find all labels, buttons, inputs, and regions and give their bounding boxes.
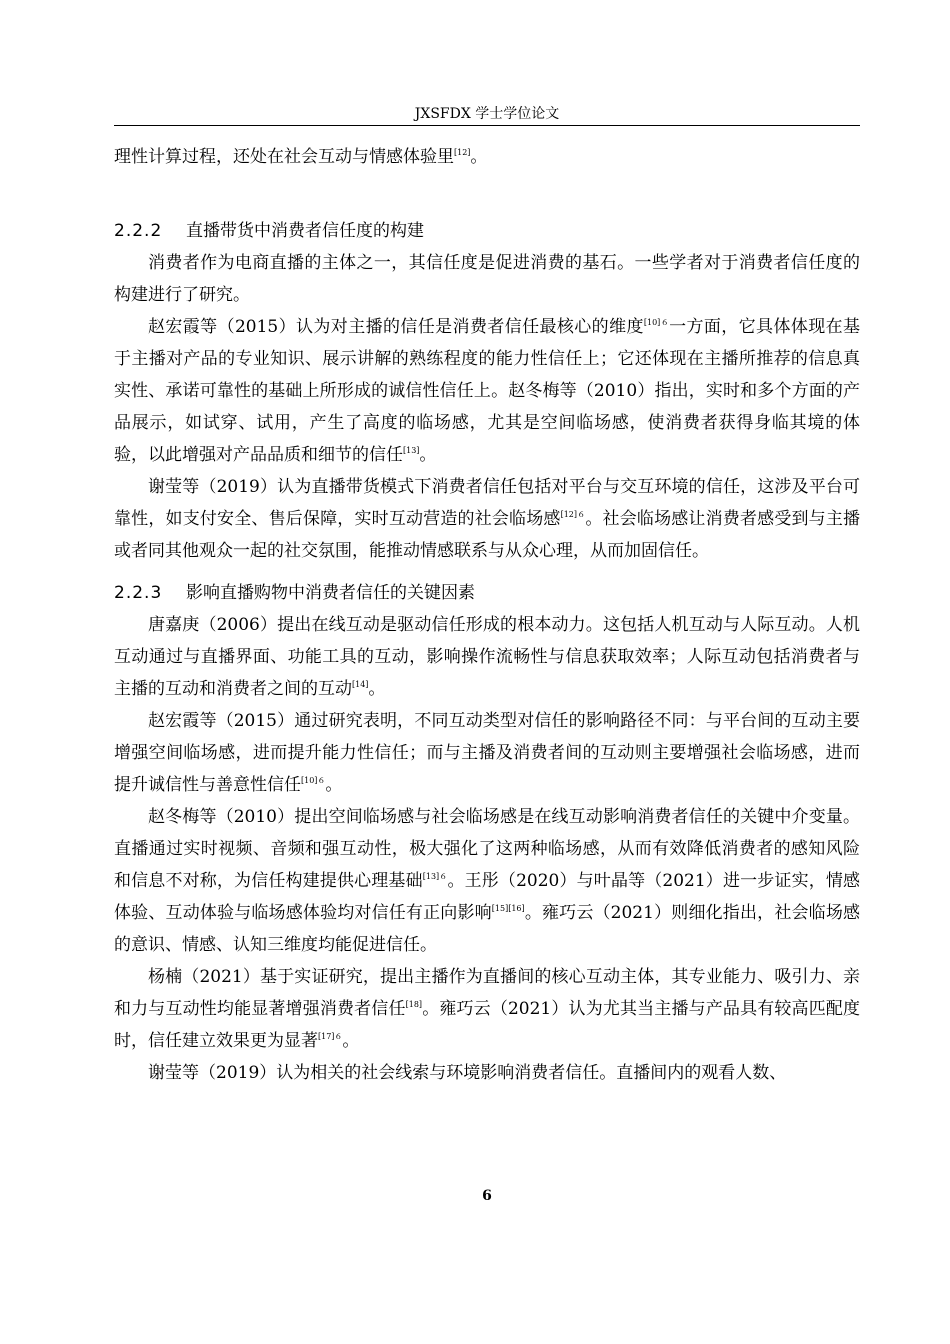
citation: [15][16] (491, 904, 525, 913)
section-title: 影响直播购物中消费者信任的关键因素 (186, 583, 475, 603)
section-number: 2.2.3 (114, 583, 163, 603)
citation: [14] (352, 680, 369, 689)
citation: [10]６ (301, 776, 326, 785)
citation: [13]６ (422, 872, 448, 881)
paragraph: 唐嘉庚（2006）提出在线互动是驱动信任形成的根本动力。这包括人机互动与人际互动。人机互动通过与直播界面、功能工具的互动，影响操作流畅性与信息获取效率；人际互动包括消费者与主播的互动和消费者之间的互动[14]。 (114, 615, 860, 699)
section-number: 2.2.2 (114, 221, 163, 241)
paragraph: 赵宏霞等（2015）通过研究表明，不同互动类型对信任的影响路径不同：与平台间的互动主要增强空间临场感，进而提升能力性信任；而与主播及消费者间的互动则主要增强社会临场感，进而提升诚信性与善意性信任$^{[10]6}$。 (114, 711, 860, 795)
citation: [12] (454, 148, 471, 157)
citation: [13] (403, 446, 420, 455)
citation: [10]６ (643, 318, 670, 327)
citation: [17]６ (318, 1032, 343, 1041)
paragraph: 杨楠（2021）基于实证研究，提出主播作为直播间的核心互动主体，其专业能力、吸引力、亲和力与互动性均能显著增强消费者信任[18]。雍巧云（2021）认为尤其当主播与产品具有较高匹配度时，信任建立效果更为显著$^{[17]6}$。 (114, 967, 861, 1051)
section-title: 直播带货中消费者信任度的构建 (186, 221, 424, 241)
header-rule (114, 125, 860, 126)
page-number: 6 (482, 1188, 492, 1204)
paragraph: 消费者作为电商直播的主体之一，其信任度是促进消费的基石。一些学者对于消费者信任度的构建进行了研究。 (114, 253, 860, 305)
paragraph: 赵宏霞等（2015）认为对主播的信任是消费者信任最核心的维度$^{[10]6}$一方面，它具体体现在基于主播对产品的专业知识、展示讲解的熟练程度的能力性信任上；它还体现在主播所推荐的信息真实性、承诺可靠性的基础上所形成的诚信性信任上。赵冬梅等（2010）指出，实时和多个方面的产品展示，如试穿、试用，产生了高度的临场感，尤其是空间临场感，使消费者获得身临其境的体验，以此增强对产品品质和细节的信任[13]。 (114, 317, 861, 465)
carry-over-paragraph: 理性计算过程，还处在社会互动与情感体验里[12]。 (114, 147, 488, 167)
paragraph: 谢莹等（2019）认为相关的社会线索与环境影响消费者信任。直播间内的观看人数、 (148, 1063, 787, 1083)
section-heading-2-2-3 (114, 577, 860, 609)
citation: [12]６ (560, 510, 586, 519)
citation: [18] (405, 1000, 423, 1009)
page-body (114, 141, 860, 1089)
paragraph: 赵冬梅等（2010）提出空间临场感与社会临场感是在线互动影响消费者信任的关键中介变量。直播通过实时视频、音频和强互动性，极大强化了这两种临场感，从而有效降低消费者的感知风险和信息不对称，为信任构建提供心理基础$^{[13]6}$。王彤（2020）与叶晶等（2021）进一步证实，情感体验、互动体验与临场感体验均对信任有正向影响[15][16]。雍巧云（2021）则细化指出，社会临场感的意识、情感、认知三维度均能促进信任。 (114, 807, 861, 955)
section-heading-2-2-2 (114, 215, 860, 247)
running-header: JXSFDX 学士学位论文 (414, 106, 560, 122)
paragraph: 谢莹等（2019）认为直播带货模式下消费者信任包括对平台与交互环境的信任，这涉及平台可靠性，如支付安全、售后保障，实时互动营造的社会临场感$^{[12]6}$。社会临场感让消费者感受到与主播或者同其他观众一起的社交氛围，能推动情感联系与从众心理，从而加固信任。 (114, 477, 861, 561)
